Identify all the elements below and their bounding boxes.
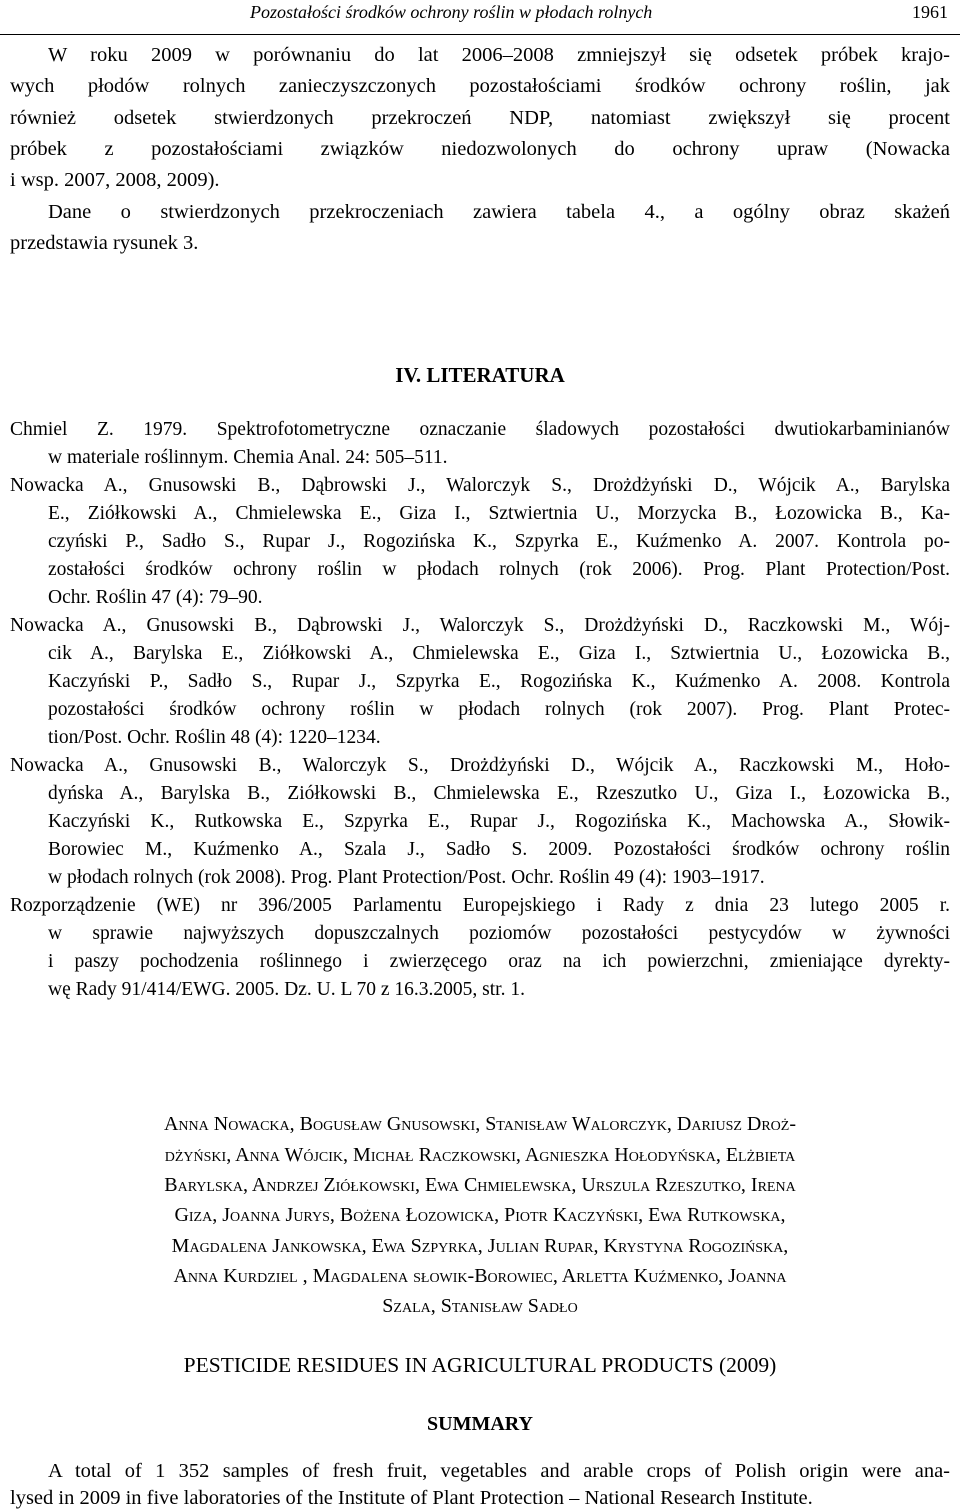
reference-line: Nowacka A., Gnusowski B., Walorczyk S., Drożdżyński D., Wójcik A., Raczkowski M., Hoło-	[10, 755, 950, 776]
author-line: Giza, Joanna Jurys, Bożena Łozowicka, Piotr Kaczyński, Ewa Rutkowska,	[174, 1204, 786, 1226]
reference-line: pozostałości środków ochrony roślin w płodach rolnych (rok 2007). Prog. Plant Protec-	[48, 699, 950, 720]
reference-line: w materiale roślinnym. Chemia Anal. 24: 505–511.	[48, 447, 448, 468]
summary-line: lysed in 2009 in five laboratories of the Institute of Plant Protection – National Research Institute.	[10, 1487, 813, 1509]
paragraph-line: przedstawia rysunek 3.	[10, 232, 199, 254]
author-line: Anna Kurdziel , Magdalena słowik-Borowiec, Arletta Kuźmenko, Joanna	[173, 1265, 787, 1287]
section-heading: IV. LITERATURA	[395, 363, 565, 387]
reference-line: w sprawie najwyższych dopuszczalnych poziomów pozostałości pestycydów w żywności	[48, 923, 950, 944]
english-title: PESTICIDE RESIDUES IN AGRICULTURAL PRODUCTS (2009)	[183, 1353, 777, 1377]
reference-line: Nowacka A., Gnusowski B., Dąbrowski J., Walorczyk S., Drożdżyński D., Raczkowski M., Wój-	[10, 615, 950, 636]
paragraph-line: również odsetek stwierdzonych przekroczeń NDP, natomiast zwiększył się procent	[10, 107, 950, 129]
paragraph-line: Dane o stwierdzonych przekroczeniach zawiera tabela 4., a ogólny obraz skażeń	[48, 201, 950, 223]
author-line: Barylska, Andrzej Ziółkowski, Ewa Chmielewska, Urszula Rzeszutko, Irena	[164, 1174, 796, 1196]
paragraph-line: wych płodów rolnych zanieczyszczonych pozostałościami środków ochrony roślin, jak	[10, 75, 950, 97]
reference-line: tion/Post. Ochr. Roślin 48 (4): 1220–1234.	[48, 727, 381, 748]
reference-line: Ochr. Roślin 47 (4): 79–90.	[48, 587, 263, 608]
reference-line: Rozporządzenie (WE) nr 396/2005 Parlamentu Europejskiego i Rady z dnia 23 lutego 2005 r.	[10, 895, 950, 916]
reference-line: Nowacka A., Gnusowski B., Dąbrowski J., Walorczyk S., Drożdżyński D., Wójcik A., Barylska	[10, 475, 950, 496]
reference-line: Kaczyński P., Sadło S., Rupar J., Szpyrka E., Rogozińska K., Kuźmenko A. 2008. Kontrola	[48, 671, 950, 692]
reference-line: w płodach rolnych (rok 2008). Prog. Plant Protection/Post. Ochr. Roślin 49 (4): 1903–1917.	[48, 867, 765, 888]
summary-line: A total of 1 352 samples of fresh fruit, vegetables and arable crops of Polish origin were ana-	[48, 1460, 950, 1482]
running-header	[0, 0, 960, 35]
author-line: Magdalena Jankowska, Ewa Szpyrka, Julian Rupar, Krystyna Rogozińska,	[171, 1235, 789, 1257]
paragraph-line: i wsp. 2007, 2008, 2009).	[10, 169, 220, 191]
summary-heading: SUMMARY	[427, 1413, 533, 1435]
reference-line: wę Rady 91/414/EWG. 2005. Dz. U. L 70 z 16.3.2005, str. 1.	[48, 979, 525, 1000]
page-number: 1961	[912, 2, 948, 22]
author-line: Anna Nowacka, Bogusław Gnusowski, Stanisław Walorczyk, Dariusz Droż-	[163, 1113, 797, 1135]
paragraph-line: W roku 2009 w porównaniu do lat 2006–2008 zmniejszył się odsetek próbek krajo-	[48, 44, 950, 66]
reference-line: cik A., Barylska E., Ziółkowski A., Chmielewska E., Giza I., Sztwiertnia U., Łozowicka B.,	[48, 643, 950, 664]
paragraph-line: próbek z pozostałościami związków niedozwolonych do ochrony upraw (Nowacka	[10, 138, 950, 160]
reference-line: dyńska A., Barylska B., Ziółkowski B., Chmielewska E., Rzeszutko U., Giza I., Łozowicka B.,	[48, 783, 950, 804]
author-line: dżyński, Anna Wójcik, Michał Raczkowski, Agnieszka Hołodyńska, Elżbieta	[164, 1144, 796, 1166]
reference-line: Kaczyński K., Rutkowska E., Szpyrka E., Rupar J., Rogozińska K., Machowska A., Słowik-	[48, 811, 950, 832]
reference-line: Chmiel Z. 1979. Spektrofotometryczne oznaczanie śladowych pozostałości dwutiokarbaminianów	[10, 419, 950, 440]
reference-line: czyński P., Sadło S., Rupar J., Rogozińska K., Szpyrka E., Kuźmenko A. 2007. Kontrola po-	[48, 531, 950, 552]
reference-line: Borowiec M., Kuźmenko A., Szala J., Sadło S. 2009. Pozostałości środków ochrony roślin	[48, 839, 950, 860]
running-title: Pozostałości środków ochrony roślin w płodach rolnych	[250, 2, 653, 22]
reference-line: i paszy pochodzenia roślinnego i zwierzęcego oraz na ich powierzchni, zmieniające dyrekty-	[48, 951, 950, 972]
reference-line: E., Ziółkowski A., Chmielewska E., Giza I., Sztwiertnia U., Morzycka B., Łozowicka B., Ka-	[48, 503, 950, 524]
reference-line: zostałości środków ochrony roślin w płodach rolnych (rok 2006). Prog. Plant Protection/Post.	[48, 559, 950, 580]
author-line: Szala, Stanisław Sadło	[382, 1295, 578, 1317]
